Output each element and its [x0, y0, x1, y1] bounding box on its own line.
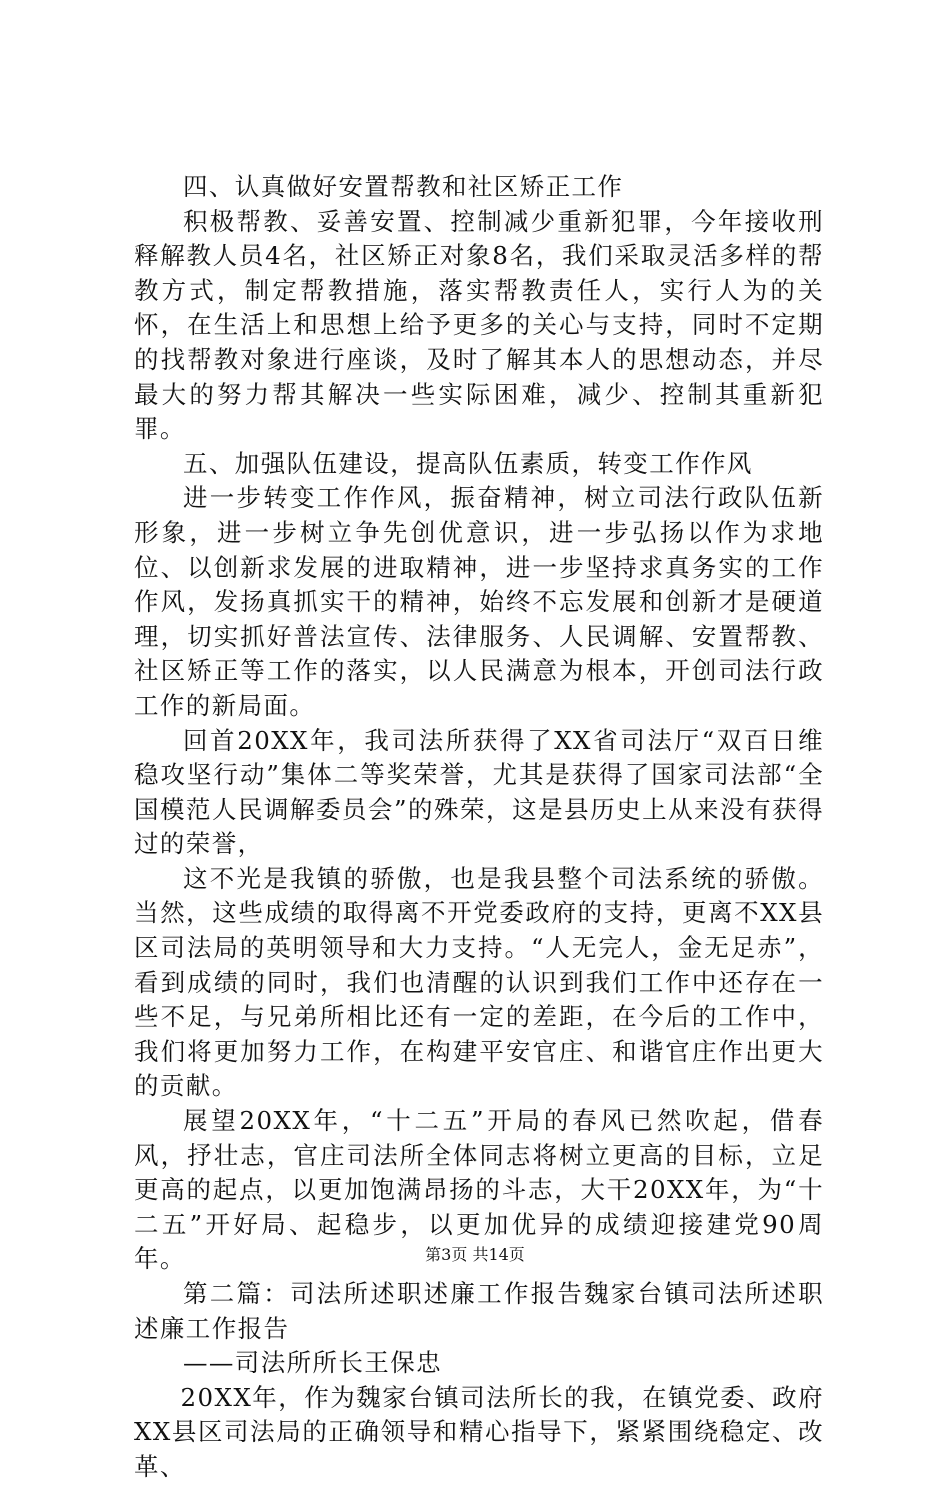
- paragraph: 20XX年，作为魏家台镇司法所长的我，在镇党委、政府XX县区司法局的正确领导和精心指导下，紧紧围绕稳定、改革、: [134, 1382, 824, 1481]
- paragraph: 回首20XX年，我司法所获得了XX省司法厅“双百日维稳攻坚行动”集体二等奖荣誉，尤其是获得了国家司法部“全国模范人民调解委员会”的殊荣，这是县历史上从来没有获得过的荣誉，: [134, 725, 824, 859]
- section-heading-4: 四、认真做好安置帮教和社区矫正工作: [183, 172, 624, 201]
- page-number: 第3页 共14页: [425, 1245, 525, 1264]
- paragraph: 展望20XX年，“十二五”开局的春风已然吹起，借春风，抒壮志，官庄司法所全体同志将树立更高的目标，立足更高的起点，以更加饱满昂扬的斗志，大干20XX年，为“十二五”开好局、起稳步，以更加优异的成绩迎接建党90周年。: [134, 1106, 824, 1274]
- paragraph: 进一步转变工作作风，振奋精神，树立司法行政队伍新形象，进一步树立争先创优意识，进一步弘扬以作为求地位、以创新求发展的进取精神，进一步坚持求真务实的工作作风，发扬真抓实干的精神，始终不忘发展和创新才是硬道理，切实抓好普法宣传、法律服务、人民调解、安置帮教、社区矫正等工作的落实，以人民满意为根本，开创司法行政工作的新局面。: [134, 483, 824, 720]
- chapter-title: 第二篇：司法所述职述廉工作报告魏家台镇司法所述职述廉工作报告: [134, 1279, 824, 1343]
- paragraph: 积极帮教、妥善安置、控制减少重新犯罪，今年接收刑释解教人员4名，社区矫正对象8名，我们采取灵活多样的帮教方式，制定帮教措施，落实帮教责任人，实行人为的关怀，在生活上和思想上给予更多的关心与支持，同时不定期的找帮教对象进行座谈，及时了解其本人的思想动态，并尽最大的努力帮其解决一些实际困难，减少、控制其重新犯罪。: [134, 206, 824, 444]
- author-line: ——司法所所长王保忠: [183, 1348, 442, 1378]
- document-body: [134, 170, 824, 1485]
- paragraph: 这不光是我镇的骄傲，也是我县整个司法系统的骄傲。当然，这些成绩的取得离不开党委政府的支持，更离不XX县区司法局的英明领导和大力支持。“人无完人，金无足赤”，看到成绩的同时，我们也清醒的认识到我们工作中还存在一些不足，与兄弟所相比还有一定的差距，在今后的工作中，我们将更加努力工作，在构建平安官庄、和谐官庄作出更大的贡献。: [134, 863, 824, 1101]
- section-heading-5: 五、加强队伍建设，提高队伍素质，转变工作作风: [183, 448, 753, 478]
